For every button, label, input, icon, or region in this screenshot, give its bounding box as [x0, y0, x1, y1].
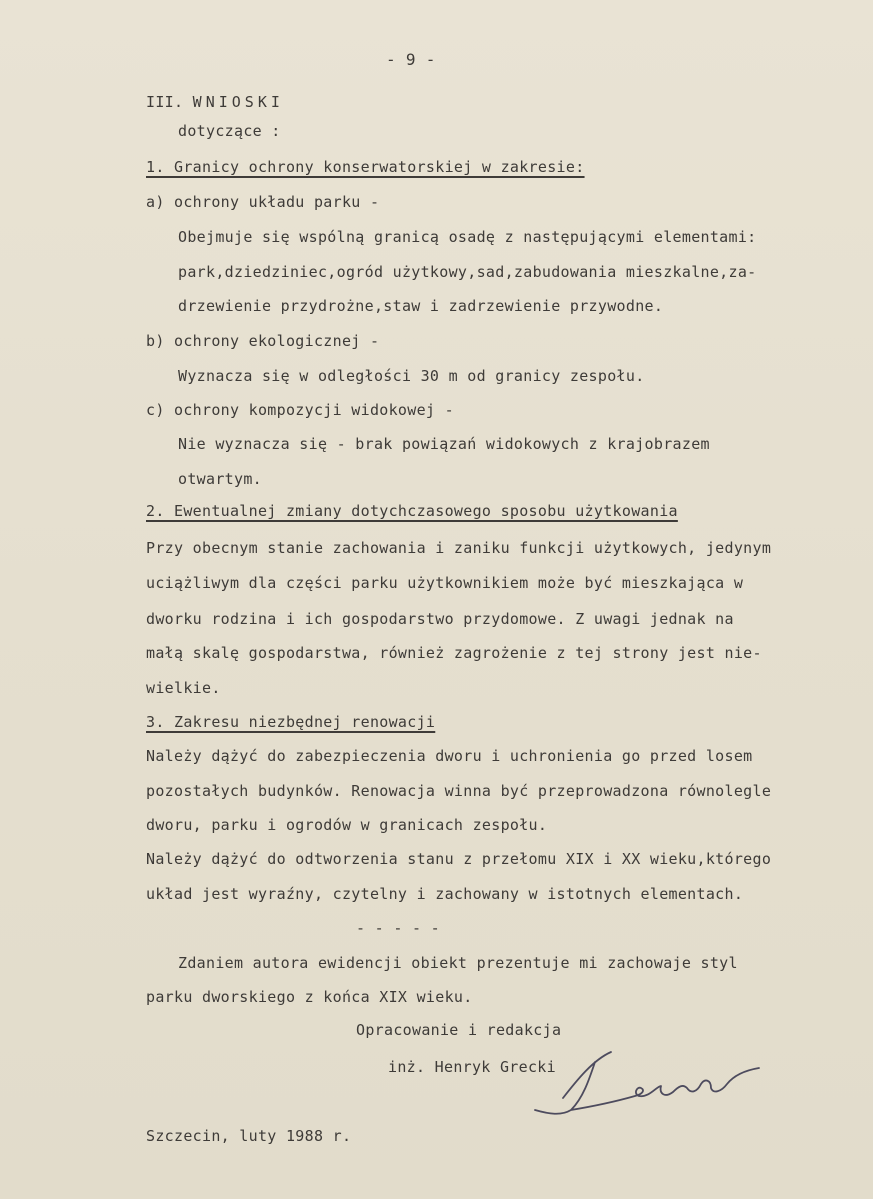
- section2-text-4: małą skalę gospodarstwa, również zagrożenie z tej strony jest nie-: [146, 644, 762, 662]
- item-c-text-1: Nie wyznacza się - brak powiązań widokowych z krajobrazem: [178, 435, 710, 453]
- section3-title: 3. Zakresu niezbędnej renowacji: [146, 713, 436, 731]
- credits-author: inż. Henryk Grecki: [388, 1058, 556, 1076]
- page-number: - 9 -: [386, 50, 436, 69]
- section3-text-2: pozostałych budynków. Renowacja winna być przeprowadzona równolegle: [146, 782, 772, 800]
- section-heading: [146, 92, 284, 112]
- section3-text-5: układ jest wyraźny, czytelny i zachowany w istotnych elementach.: [146, 885, 744, 903]
- section2-text-3: dworku rodzina i ich gospodarstwo przydomowe. Z uwagi jednak na: [146, 610, 734, 628]
- place-and-date: Szczecin, luty 1988 r.: [146, 1127, 352, 1145]
- item-c-label: c) ochrony kompozycji widokowej -: [146, 401, 454, 419]
- item-b-text: Wyznacza się w odległości 30 m od granicy zespołu.: [178, 367, 645, 385]
- handwritten-signature: [525, 1040, 785, 1120]
- section3-text-3: dworu, parku i ogrodów w granicach zespołu.: [146, 816, 548, 834]
- section3-text-4: Należy dążyć do odtworzenia stanu z przełomu XIX i XX wieku,którego: [146, 850, 772, 868]
- section1-title: 1. Granicy ochrony konserwatorskiej w zakresie:: [146, 158, 585, 176]
- item-b-label: b) ochrony ekologicznej -: [146, 332, 380, 350]
- section2-text-2: uciążliwym dla części parku użytkownikiem może być mieszkająca w: [146, 574, 744, 592]
- heading-title: WNIOSKI: [192, 93, 284, 111]
- item-a-text-3: drzewienie przydrożne,staw i zadrzewienie przywodne.: [178, 297, 664, 315]
- credits-label: Opracowanie i redakcja: [356, 1021, 562, 1039]
- section3-text-1: Należy dążyć do zabezpieczenia dworu i uchronienia go przed losem: [146, 747, 753, 765]
- item-a-text-2: park,dziedziniec,ogród użytkowy,sad,zabudowania mieszkalne,za-: [178, 263, 757, 281]
- section2-text-1: Przy obecnym stanie zachowania i zaniku funkcji użytkowych, jedynym: [146, 539, 772, 557]
- conclusion-text-1: Zdaniem autora ewidencji obiekt prezentuje mi zachowaje styl: [178, 954, 738, 972]
- heading-subtitle: dotyczące :: [178, 122, 281, 140]
- heading-roman: III.: [146, 93, 184, 111]
- item-c-text-2: otwartym.: [178, 470, 262, 488]
- section2-title: 2. Ewentualnej zmiany dotychczasowego sposobu użytkowania: [146, 502, 678, 520]
- item-a-text-1: Obejmuje się wspólną granicą osadę z następującymi elementami:: [178, 228, 757, 246]
- conclusion-text-2: parku dworskiego z końca XIX wieku.: [146, 988, 473, 1006]
- item-a-label: a) ochrony układu parku -: [146, 193, 380, 211]
- section2-text-5: wielkie.: [146, 679, 221, 697]
- separator: - - - - -: [356, 919, 440, 937]
